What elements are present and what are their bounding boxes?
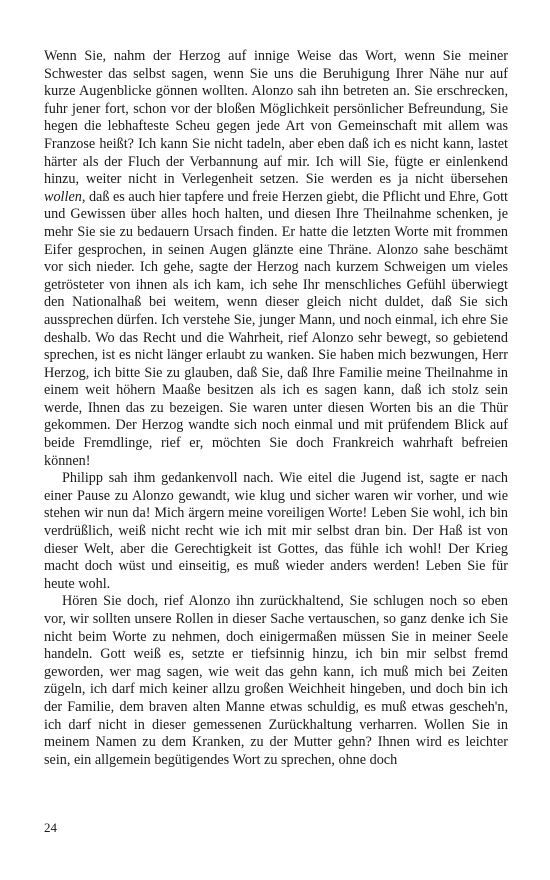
paragraph-1-text-end: , daß es auch hier tapfere und freie Herzen giebt, die Pflicht und Ehre, Gott und Gewissen über alles hoch halten, und diesen Ihre Theilnahme schenken, je mehr Sie sie zu bedauern Ursach finden. Er hatte die letzten Worte mit frommen Eifer gesprochen, in seinen Augen glänzte eine Thräne. Alonzo sahe beschämt vor sich nieder. Ich gehe, sagte der Herzog nach kurzem Schweigen um vieles getrösteter von ihnen als ich kam, ich sehe Ihr menschliches Gefühl überwiegt den Nationalhaß bei weitem, wenn dieser gleich nicht duldet, daß Sie sich aussprechen dürfen. Ich verstehe Sie, junger Mann, und noch einmal, ich ehre Sie deshalb. Wo das Recht und die Wahrheit, rief Alonzo sehr bewegt, so gebietend sprechen, ist es nicht länger erlaubt zu wanken. Sie haben mich bezwungen, Herr Herzog, ich bitte Sie zu glauben, daß Sie, daß Ihre Familie meine Theilnahme in einem weit höhern Maaße besitzen als ich es sagen kann, daß ich stolz sein werde, Ihnen das zu bezeigen. Sie waren unter diesen Worten bis an die Thür gekommen. Der Herzog wandte sich noch einmal und mit prüfendem Blick auf beide Fremdlinge, rief er, möchten Sie doch Frankreich wahrhaft befreien können! xyxy=(44,188,508,469)
book-page-text xyxy=(44,48,508,769)
paragraph-2-text: Philipp sah ihm gedankenvoll nach. Wie eitel die Jugend ist, sagte er nach einer Pause zu Alonzo gewandt, wie klug und sicher waren wir vorher, und wie stehen wir nun da! Mich ärgern meine voreiligen Worte! Leben Sie wohl, ich bin verdrüßlich, weiß nicht recht wie ich mit mir selbst dran bin. Der Haß ist von dieser Welt, aber die Gerechtigkeit ist Gottes, das fühle ich wohl! Der Krieg macht doch wüst und einseitig, es muß wieder anders werden! Leben Sie für heute wohl. xyxy=(44,470,508,592)
paragraph-1-text-start: Wenn Sie, nahm der Herzog auf innige Weise das Wort, wenn Sie meiner Schwester das selbst sagen, wenn Sie uns die Beruhigung Ihrer Nähe nur auf kurze Augenblicke gönnen wollten. Alonzo sah ihn betreten an. Sie erschrecken, fuhr jener fort, schon vor der bloßen Möglichkeit persönlicher Befreundung, Sie hegen die lebhafteste Scheu gegen jede Art von Gemeinschaft mit allem was Franzose heißt? Ich kann Sie nicht tadeln, aber eben daß ich es nicht kann, lastet härter als der Fluch der Verbannung auf mir. Ich will Sie, fügte er einlenkend hinzu, weiter nicht in Verlegenheit setzen. Sie werden es ja nicht übersehen xyxy=(44,48,508,188)
paragraph-3-text: Hören Sie doch, rief Alonzo ihn zurückhaltend, Sie schlugen noch so eben vor, wir sollten unsere Rollen in dieser Sache vertauschen, so ganz denke ich Sie nicht beim Worte zu nehmen, doch einigermaßen müssen Sie in meiner Seele handeln. Gott weiß es, setzte er tiefsinnig hinzu, ich bin mir selbst fremd geworden, wer mag sagen, wie weit das gehn kann, ich muß mich bei Zeiten zügeln, ich darf mich keiner allzu großen Weichheit hingeben, und doch bin ich der Familie, dem braven alten Manne etwas schuldig, es muß etwas gescheh'n, ich darf nicht in dieser gemessenen Zurückhaltung verharren. Wollen Sie in meinem Namen zu dem Kranken, zu der Mutter gehn? Ihnen wird es leichter sein, ein allgemein begütigendes Wort zu sprechen, ohne doch xyxy=(44,593,508,768)
paragraph-2 xyxy=(44,470,508,593)
paragraph-3 xyxy=(44,593,508,769)
emphasized-word: wollen xyxy=(44,188,82,205)
page-number: 24 xyxy=(44,820,57,835)
paragraph-1 xyxy=(44,48,508,470)
